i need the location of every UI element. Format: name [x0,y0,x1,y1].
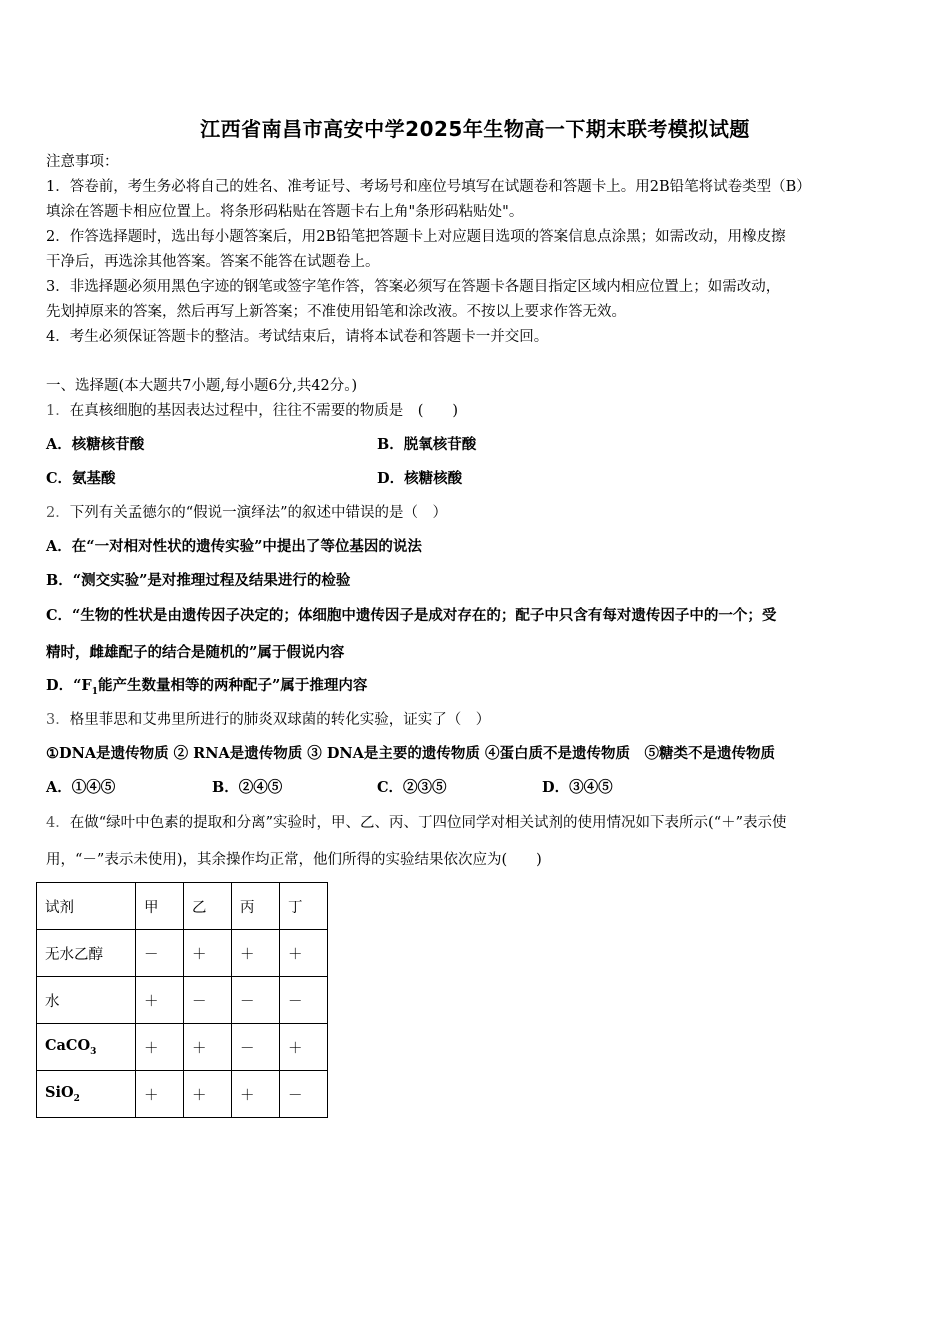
question-stem: 下列有关孟德尔的“假说一演绎法”的叙述中错误的是（ ） [69,505,448,521]
question-stem: 格里菲思和艾弗里所进行的肺炎双球菌的转化实验，证实了（ ） [69,712,491,728]
table-cell: ＋ [184,930,232,977]
option-d: D．③④⑤ [542,779,613,796]
page-title: 江西省南昌市高安中学2025年生物高一下期末联考模拟试题 [200,117,750,141]
reagent-label: CaCO [45,1037,91,1055]
table-cell: － [280,977,328,1024]
option-d-text: 能产生数量相等的两种配子”属于推理内容 [97,677,368,694]
option-c: C．“生物的性状是由遗传因子决定的；体细胞中遗传因子是成对存在的；配子中只含有每对遗传因子中的一个；受 [46,607,777,624]
table-row [37,930,328,977]
notice-line: 4．考生必须保证答题卡的整洁。考试结束后，请将本试卷和答题卡一并交回。 [46,329,549,345]
reagent-name [37,1024,136,1071]
reagent-label: 无水乙醇 [45,946,103,963]
option-b: B．“测交实验”是对推理过程及结果进行的检验 [46,572,351,589]
table-cell: ＋ [232,930,280,977]
question-stem: 在真核细胞的基因表达过程中，往往不需要的物质是 ( ) [69,403,459,419]
subscript: 2 [73,1093,80,1104]
reagent-table [36,882,328,1118]
reagent-label: SiO [45,1084,74,1102]
question-4 [46,813,787,833]
option-c: C．②③⑤ [377,779,447,796]
option-c: C．氨基酸 [46,470,116,487]
header-cell: 丙 [232,883,280,930]
table-cell: － [232,1024,280,1071]
table-cell: ＋ [280,930,328,977]
option-c-continued: 精时，雌雄配子的结合是随机的”属于假说内容 [46,644,345,661]
option-d-prefix: D．“F [46,677,92,694]
question-number: 2． [46,505,70,521]
header-cell: 丁 [280,883,328,930]
notice-line: 2．作答选择题时，选出每小题答案后，用2B铅笔把答题卡上对应题目选项的答案信息点涂黑；如需改动，用橡皮擦 [46,229,786,245]
option-b: B．②④⑤ [212,779,283,796]
notice-line: 3．非选择题必须用黑色字迹的钢笔或签字笔作答，答案必须写在答题卡各题目指定区域内相应位置上；如需改动， [46,279,781,295]
table-cell: － [232,977,280,1024]
question-number: 4． [46,815,70,831]
option-d: D．核糖核酸 [377,470,463,487]
statement-list: ①DNA是遗传物质 ② RNA是遗传物质 ③ DNA是主要的遗传物质 ④蛋白质不是遗传物质 ⑤糖类不是遗传物质 [46,745,775,762]
reagent-name [37,1071,136,1118]
question-stem-continued: 用，“－”表示未使用)，其余操作均正常，他们所得的实验结果依次应为( ) [46,852,542,868]
question-stem: 在做“绿叶中色素的提取和分离”实验时，甲、乙、丙、丁四位同学对相关试剂的使用情况如下表所示(“＋”表示使 [69,815,787,831]
table-cell: ＋ [136,1071,184,1118]
header-cell: 乙 [184,883,232,930]
question-3 [46,710,490,730]
table-cell: ＋ [280,1024,328,1071]
table-cell: － [280,1071,328,1118]
notice-line: 干净后，再选涂其他答案。答案不能答在试题卷上。 [46,254,380,270]
table-cell: ＋ [232,1071,280,1118]
table-cell: － [136,930,184,977]
table-cell: ＋ [184,1024,232,1071]
option-a: A．①④⑤ [46,779,116,796]
question-number: 3． [46,712,70,728]
notice-heading: 注意事项： [46,154,119,170]
header-cell: 甲 [136,883,184,930]
notice-line: 填涂在答题卡相应位置上。将条形码粘贴在答题卡右上角"条形码粘贴处"。 [46,204,524,220]
notice-line: 先划掉原来的答案，然后再写上新答案；不准使用铅笔和涂改液。不按以上要求作答无效。 [46,304,626,320]
reagent-name [37,930,136,977]
question-number: 1． [46,403,70,419]
option-a: A．核糖核苷酸 [46,436,145,453]
table-cell: － [184,977,232,1024]
option-d [46,676,367,702]
table-row [37,1071,328,1118]
question-2 [46,503,447,523]
option-a: A．在“一对相对性状的遗传实验”中提出了等位基因的说法 [46,538,422,555]
table-header-row [37,883,328,930]
reagent-name [37,977,136,1024]
table-cell: ＋ [136,1024,184,1071]
reagent-label: 水 [45,993,60,1010]
header-cell: 试剂 [37,883,136,930]
table-row [37,1024,328,1071]
option-b: B．脱氧核苷酸 [377,436,477,453]
notice-line: 1．答卷前，考生务必将自己的姓名、准考证号、考场号和座位号填写在试题卷和答题卡上。用2B铅笔将试卷类型（B） [46,179,811,195]
table-row [37,977,328,1024]
subscript: 3 [90,1046,97,1057]
table-cell: ＋ [184,1071,232,1118]
table-cell: ＋ [136,977,184,1024]
question-1 [46,401,458,421]
subscript: 1 [91,686,98,697]
section-heading: 一、选择题(本大题共7小题,每小题6分,共42分。) [46,378,358,394]
